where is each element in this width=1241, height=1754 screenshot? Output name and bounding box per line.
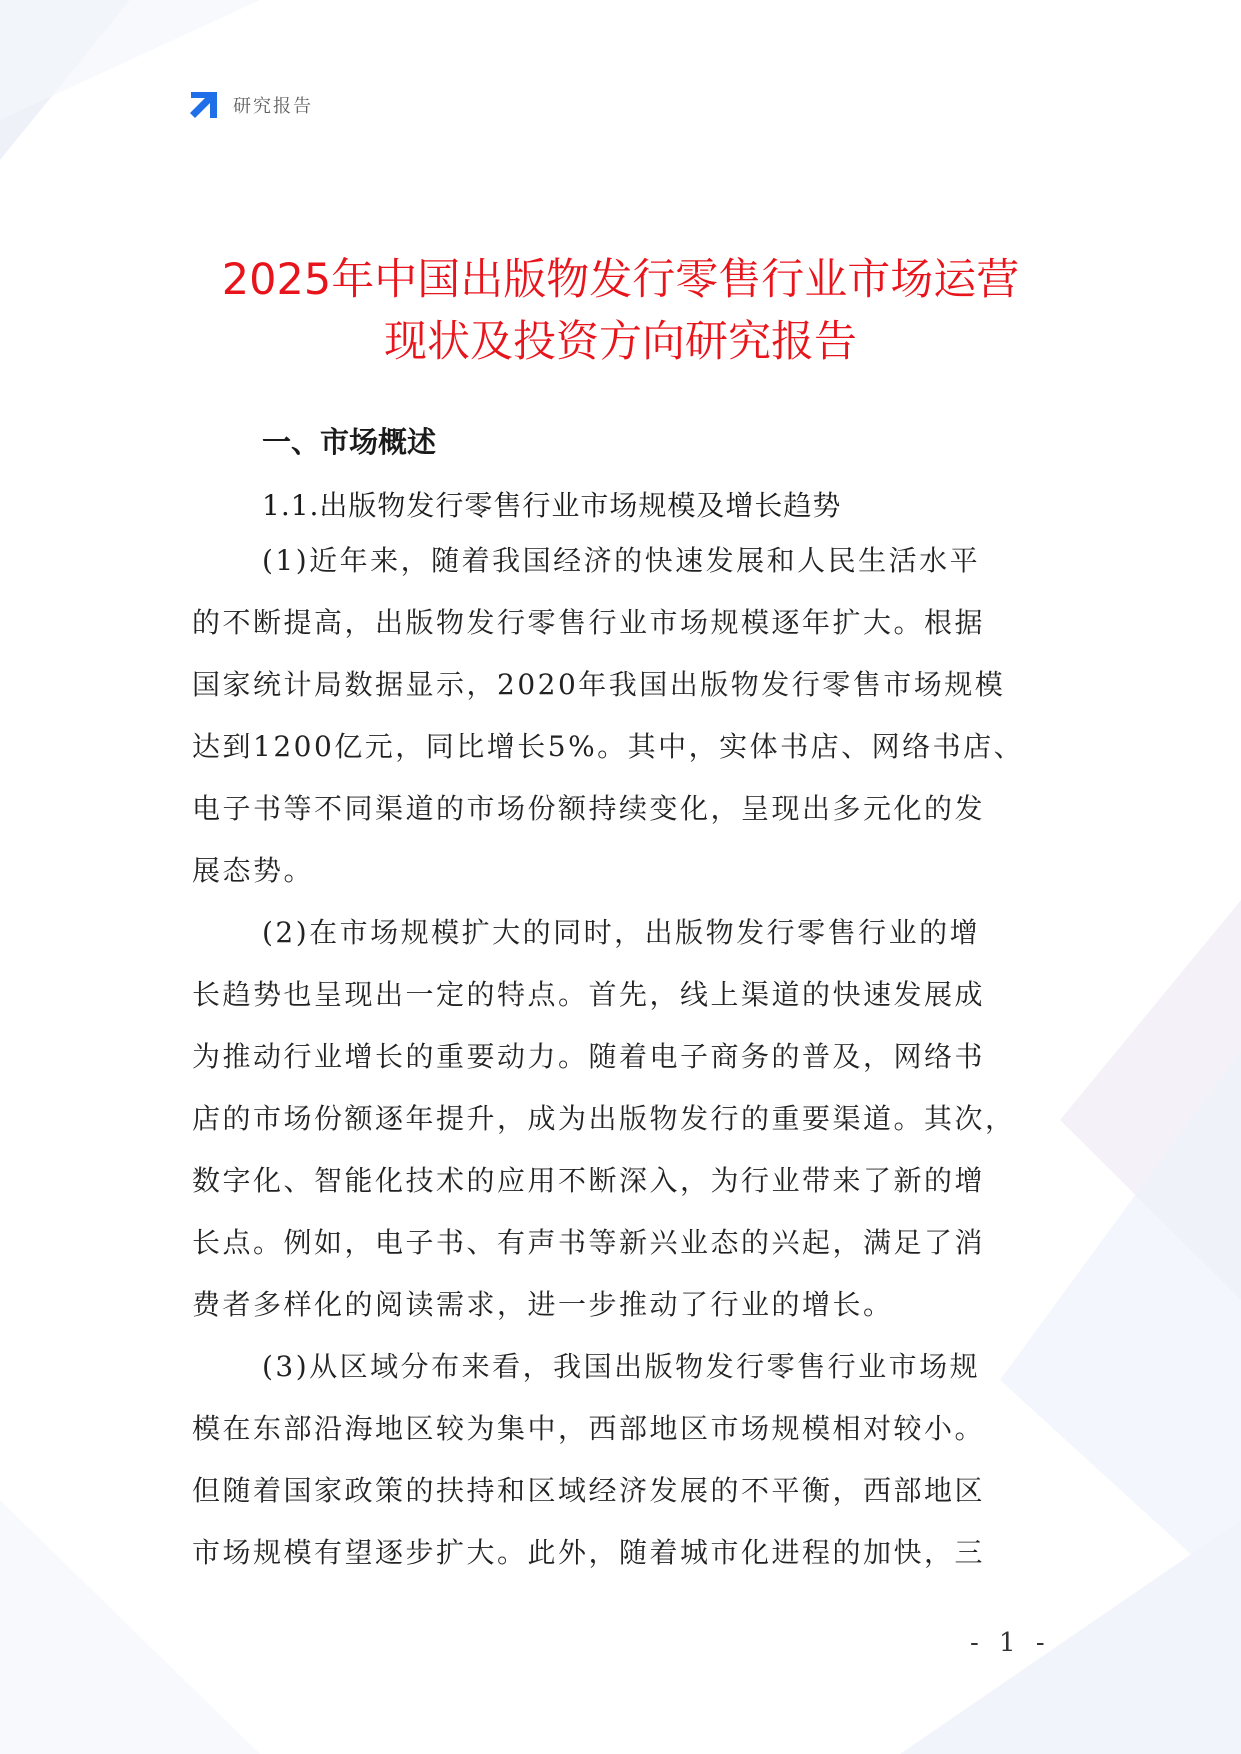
- text-line: 长点。例如，电子书、有声书等新兴业态的兴起，满足了消: [192, 1226, 986, 1259]
- text-line: 费者多样化的阅读需求，进一步推动了行业的增长。: [192, 1288, 894, 1321]
- text-line: 为推动行业增长的重要动力。随着电子商务的普及，网络书: [192, 1040, 986, 1073]
- text-line: 长趋势也呈现出一定的特点。首先，线上渠道的快速发展成: [192, 978, 986, 1011]
- text-line: 市场规模有望逐步扩大。此外，随着城市化进程的加快，三: [192, 1536, 986, 1569]
- text-line: 的不断提高，出版物发行零售行业市场规模逐年扩大。根据: [192, 606, 986, 639]
- title-line-1: 2025年中国出版物发行零售行业市场运营: [221, 254, 1020, 305]
- page-number: - 1 -: [970, 1628, 1051, 1658]
- title-line-2: 现状及投资方向研究报告: [384, 316, 857, 367]
- text-line: (1)近年来，随着我国经济的快速发展和人民生活水平: [262, 544, 981, 577]
- text-line: 达到1200亿元，同比增长5%。其中，实体书店、网络书店、: [192, 730, 1025, 763]
- paragraph-1: [192, 530, 1052, 902]
- text-line: (2)在市场规模扩大的同时，出版物发行零售行业的增: [262, 916, 981, 949]
- text-line: 模在东部沿海地区较为集中，西部地区市场规模相对较小。: [192, 1412, 986, 1445]
- text-line: 店的市场份额逐年提升，成为出版物发行的重要渠道。其次，: [192, 1102, 1016, 1135]
- paragraph-3: [192, 1336, 1052, 1584]
- text-line: 电子书等不同渠道的市场份额持续变化，呈现出多元化的发: [192, 792, 986, 825]
- arrow-logo-icon: [187, 88, 221, 122]
- text-line: (3)从区域分布来看，我国出版物发行零售行业市场规: [262, 1350, 981, 1383]
- text-line: 展态势。: [192, 854, 315, 887]
- section-heading: 一、市场概述: [262, 425, 437, 459]
- text-line: 但随着国家政策的扶持和区域经济发展的不平衡，西部地区: [192, 1474, 986, 1507]
- header-label: 研究报告: [233, 96, 313, 117]
- report-title: [140, 249, 1101, 373]
- report-header: [187, 88, 313, 122]
- text-line: 国家统计局数据显示，2020年我国出版物发行零售市场规模: [192, 668, 1006, 701]
- sub-heading: 1.1.出版物发行零售行业市场规模及增长趋势: [262, 489, 842, 522]
- text-line: 数字化、智能化技术的应用不断深入，为行业带来了新的增: [192, 1164, 986, 1197]
- paragraph-2: [192, 902, 1052, 1336]
